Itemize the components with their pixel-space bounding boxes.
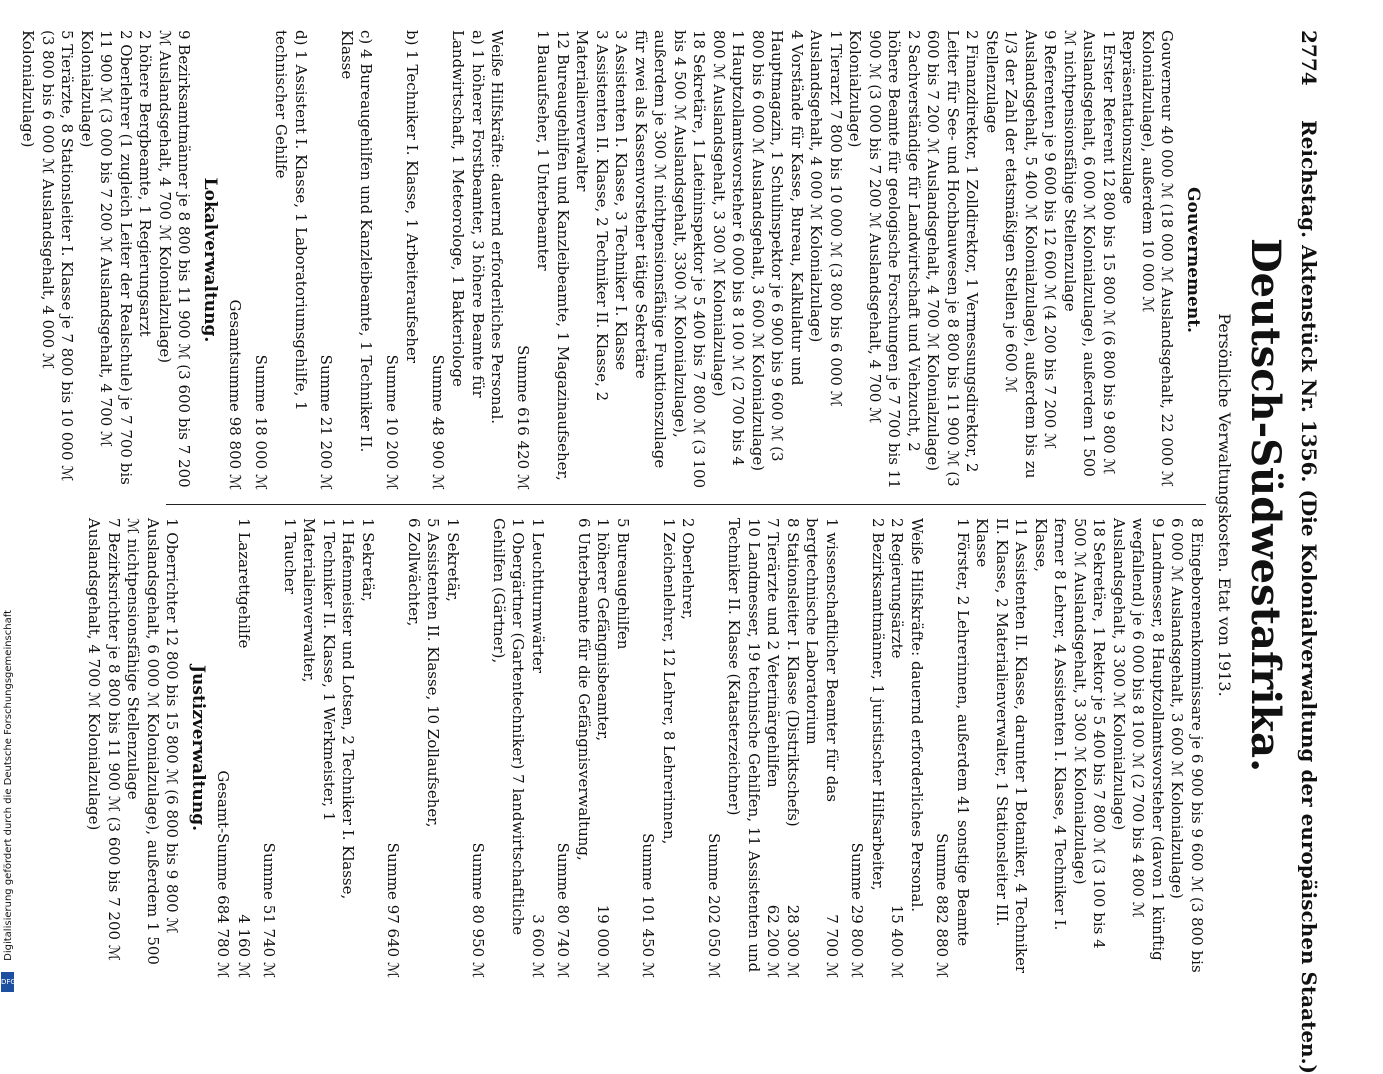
paragraph: 6 Unterbeamte für die Gefängnisverwaltung, (575, 518, 593, 861)
subtotal: Summe 97 640 ℳ (384, 842, 403, 978)
paragraph: 8 Eingeborenenkommissare je 6 900 bis 9 600 ℳ (3 800 bis 6 000 ℳ Auslandsgehalt, 3 600 ℳ Kolonialzulage) (1168, 518, 1206, 973)
subtotal: Summe 616 420 ℳ (514, 345, 532, 490)
paragraph: ferner 8 Lehrer, 4 Assistenten I. Klasse, 4 Techniker I. Klasse, (1032, 518, 1070, 931)
paragraph: 4 Vorstände für Kasse, Bureau, Kalkulatur und Hauptmagazin, 1 Schulinspektor je 6 900 bis 9 600 ℳ (3 800 bis 6 000 ℳ Auslandsgehalt, 3 600 ℳ Kolonialzulage) (749, 30, 806, 472)
paragraph: b) 1 Techniker I. Klasse, 1 Arbeiteraufseher (403, 30, 422, 363)
line-text: 2 Regierungsärzte (888, 518, 907, 659)
paragraph: 3 Assistenten II. Klasse, 2 Techniker II. Klasse, 2 Materialienverwalter (573, 30, 611, 402)
subtotal: Summe 202 050 ℳ (705, 833, 723, 978)
line-with-amount (802, 518, 841, 978)
paragraph: 2 Oberlehrer, (679, 518, 698, 620)
line-with-amount (528, 518, 548, 978)
paragraph: 11 Assistenten II. Klasse, darunter 1 Botaniker, 4 Techniker II. Klasse, 2 Materialienverwalter, 1 Stationsleiter III. Klasse (973, 518, 1031, 974)
subtotal: Summe 51 740 ℳ (260, 842, 279, 978)
line-amount: 3 600 ℳ (529, 914, 547, 978)
paragraph: 1 Techniker II. Klasse, 1 Werkmeister, 1 Materialienverwalter, (300, 518, 338, 822)
paragraph: a) 1 höherer Forstbeamter, 3 höhere Beamte für Landwirtschaft, 1 Meteorologe, 1 Bakteriologe (449, 30, 487, 398)
paragraph: 9 Bezirksamtmänner je 8 800 bis 11 900 ℳ (3 600 bis 7 200 ℳ Auslandsgehalt, 4 700 ℳ Kolonialzulage) (156, 30, 194, 488)
line-with-amount (763, 518, 783, 978)
subtotal: Summe 18 000 ℳ (252, 354, 270, 490)
paragraph: Weiße Hilfskräfte: dauernd erforderliches Personal. (908, 518, 926, 913)
subtotal: Summe 29 800 ℳ (848, 842, 867, 978)
subtotal: Summe 80 950 ℳ (469, 842, 488, 978)
line-with-amount (783, 518, 803, 978)
paragraph: Weiße Hilfskräfte: dauernd erforderliches Personal. (488, 30, 507, 425)
line-amount: 19 000 ℳ (594, 904, 613, 978)
paragraph: 2 Bezirksamtmänner, 1 juristischer Hilfsarbeiter, (869, 518, 887, 891)
paragraph: 12 Bureaugehilfen und Kanzleibeamte, 1 Magazinaufseher, 1 Bauaufseher, 1 Unterbeamter (534, 30, 572, 481)
page-number: 2774 (1297, 30, 1321, 86)
line-amount: 4 160 ℳ (235, 914, 253, 978)
grand-total: Gesamt-Summe 684 780 ℳ (214, 770, 233, 978)
subtotal: Summe 48 900 ℳ (429, 354, 447, 490)
paragraph: 1 Oberrichter 12 800 bis 15 800 ℳ (6 800 bis 9 800 ℳ Auslandsgehalt, 6 000 ℳ Kolonialzulage), außerdem 1 500 ℳ nichtpensionsfähige Stellenzulage (124, 518, 182, 965)
paragraph: 5 Bureaugehilfen (614, 518, 632, 650)
section-heading: Gouvernement. (1183, 187, 1203, 333)
paragraph: 2 Finanzdirektor, 1 Zolldirektor, 1 Vermessungsdirektor, 2 Leiter für See- und Hochbauwesen je 8 800 bis 11 900 ℳ (3 600 bis 7 200 ℳ Auslandsgehalt, 4 700 ℳ Kolonialzulage) (924, 30, 982, 487)
paragraph: 2 höhere Bergbeamte, 1 Regierungsarzt (136, 30, 155, 337)
line-text: 7 Tierärzte und 2 Veterinärgehilfen (764, 518, 783, 788)
column-divider (166, 504, 1206, 505)
digitization-note: Digitalisierung gefördert durch die Deutsche Forschungsgemeinschaft (3, 610, 14, 961)
subtotal: Summe 101 450 ℳ (639, 833, 658, 978)
paragraph: 2 Oberlehrer (1 zugleich Leiter der Realschule) je 7 700 bis 11 900 ℳ (3 000 bis 7 200 ℳ Auslandsgehalt, 4 700 ℳ Kolonialzulage) (78, 30, 135, 485)
line-with-amount (234, 518, 254, 978)
subtotal: Summe 21 200 ℳ (317, 354, 336, 490)
line-amount: 7 700 ℳ (823, 914, 841, 978)
section-heading: Justizverwaltung. (188, 664, 208, 832)
document-title: Deutsch-Südwestafrika. (1242, 237, 1289, 773)
paragraph: 1 Tierarzt 7 800 bis 10 000 ℳ (3 800 bis 6 000 ℳ Auslandsgehalt, 4 000 ℳ Kolonialzulage) (807, 30, 845, 407)
paragraph: Gouverneur 40 000 ℳ (18 000 ℳ Auslandsgehalt, 22 000 ℳ Kolonialzulage), außerdem 10 000 ℳ Repräsentationszulage (1119, 30, 1177, 487)
paragraph: 10 Landmesser, 19 technische Gehilfen, 11 Assistenten und Techniker II. Klasse (Katasterzeichner) (725, 518, 763, 973)
paragraph: 5 Tierärzte, 8 Stationsleiter I. Klasse je 7 800 bis 10 000 ℳ (3 800 bis 6 000 ℳ Auslandsgehalt, 4 000 ℳ Kolonialzulage) (19, 30, 77, 482)
dfg-logo-icon: DFG (1, 972, 14, 992)
paragraph: 1 Förster, 2 Lehrerinnen, außerdem 41 sonstige Beamte (954, 518, 972, 947)
paragraph: 1 Taucher (281, 518, 299, 594)
paragraph: 18 Sekretäre, 1 Lateininspektor je 5 400 bis 7 800 ℳ (3 100 bis 4 500 ℳ Auslandsgehalt, 3300 ℳ Kolonialzulage), außerdem je 300 ℳ nichtpensionsfähige Funktionszulage für zwei als Kassenvorsteher tätige Sekretäre (632, 30, 709, 489)
paragraph: 9 Referenten je 9 600 bis 12 600 ℳ (4 200 bis 7 200 ℳ Auslandsgehalt, 5 400 ℳ Kolonialzulage), außerdem bis zu 1/3 der Zahl der etatsmäßigen Stellen je 600 ℳ Stellenzulage (983, 30, 1060, 479)
paragraph: 1 Hauptzollamtsvorsteher 6 000 bis 8 100 ℳ (2 700 bis 4 800 ℳ Auslandsgehalt, 3 300 ℳ Kolonialzulage) (710, 30, 748, 466)
line-text: 1 Leuchtturmwärter (529, 518, 547, 674)
grand-total: Gesamtsumme 98 800 ℳ (226, 299, 245, 490)
subtotal: Summe 882 880 ℳ (933, 833, 952, 978)
subtotal: Summe 10 200 ℳ (383, 354, 401, 490)
paragraph: 9 Landmesser, 8 Hauptzollamtsvorsteher (davon 1 künftig wegfallend) je 6 000 bis 8 100 ℳ (2 700 bis 4 800 ℳ Auslandsgehalt, 3 300 ℳ Kolonialzulage) (1110, 518, 1167, 961)
paragraph: 18 Sekretäre, 1 Rektor je 5 400 bis 7 800 ℳ (3 100 bis 4 500 ℳ Auslandsgehalt, 3 300 ℳ Kolonialzulage) (1071, 518, 1109, 949)
paragraph: 7 Bezirksrichter je 8 800 bis 11 900 ℳ (3 600 bis 7 200 ℳ Auslandsgehalt, 4 700 ℳ Kolonialzulage) (85, 518, 123, 961)
document-subtitle: Persönliche Verwaltungskosten. Etat von 1913. (1215, 313, 1234, 697)
line-amount: 15 400 ℳ (888, 904, 907, 978)
paragraph: 6 Zollwächter, (405, 518, 423, 627)
paragraph: 5 Assistenten II. Klasse, 10 Zollaufseher, (424, 518, 443, 828)
paragraph: c) 4 Bureaugehilfen und Kanzleibeamte, 1 Techniker II. Klasse (338, 30, 376, 453)
left-column (18, 30, 1206, 490)
paragraph: 1 Erster Referent 12 800 bis 15 800 ℳ (6 800 bis 9 800 ℳ Auslandsgehalt, 6 000 ℳ Kolonialzulage), außerdem 1 500 ℳ nichtpensionsfähige Stellenzulage (1061, 30, 1118, 477)
paragraph: 1 Hafenmeister und Lotsen, 2 Techniker I. Klasse, (339, 518, 358, 900)
paragraph: 1 Sekretär, (444, 518, 462, 602)
line-text: 1 Lazarettgehilfe (235, 518, 253, 649)
subtotal: Summe 80 740 ℳ (554, 842, 573, 978)
paragraph: 3 Assistenten I. Klasse, 3 Techniker I. Klasse (612, 30, 631, 371)
line-text: 8 Stationsleiter I. Klasse (Distriktschefs) (784, 518, 802, 827)
line-amount: 62 200 ℳ (764, 904, 783, 978)
line-text: 1 wissenschaftlicher Beamter für das bergtechnische Laboratorium (803, 518, 841, 802)
line-with-amount (593, 518, 613, 978)
section-heading: Lokalverwaltung. (200, 177, 220, 343)
line-text: 1 höherer Gefängnisbeamter, (594, 518, 613, 742)
right-column (84, 518, 1206, 978)
line-amount: 28 300 ℳ (784, 904, 802, 978)
rotated-document-page (19, 30, 1321, 1074)
paragraph: 2 Sachverständige für Landwirtschaft und Viehzucht, 2 höhere Beamte für geologische Forschungen je 7 700 bis 11 900 ℳ (3 000 bis 7 200 ℳ Auslandsgehalt, 4 700 ℳ Kolonialzulage) (846, 30, 923, 489)
paragraph: d) 1 Assistent I. Klasse, 1 Laboratoriumsgehilfe, 1 technischer Gehilfe (272, 30, 310, 411)
paragraph: 1 Sekretär, (359, 518, 377, 602)
paragraph: 1 Obergärtner (Gartentechniker) 7 landwirtschaftliche Gehilfen (Gärtner), (490, 518, 528, 936)
running-title: Reichstag. Aktenstück Nr. 1356. (Die Kolonialverwaltung der europäischen Staaten.) (1297, 120, 1321, 1074)
paragraph: 1 Zeichenlehrer, 12 Lehrer, 8 Lehrerinnen, (660, 518, 678, 845)
line-with-amount (887, 518, 907, 978)
